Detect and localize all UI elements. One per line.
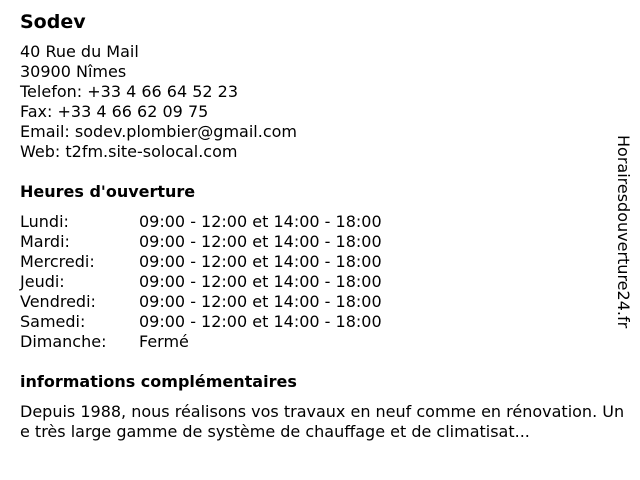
business-card (20, 10, 632, 442)
hours-time: 09:00 - 12:00 et 14:00 - 18:00 (139, 252, 382, 271)
opening-hours-heading: Heures d'ouverture (20, 182, 196, 201)
hours-row-sunday (20, 332, 632, 352)
hours-day: Lundi: (20, 212, 69, 231)
hours-time: 09:00 - 12:00 et 14:00 - 18:00 (139, 292, 382, 311)
hours-row-monday (20, 212, 632, 232)
hours-row-tuesday (20, 232, 632, 252)
hours-row-thursday (20, 272, 632, 292)
hours-day: Mardi: (20, 232, 70, 251)
address-line-2: 30900 Nîmes (20, 62, 127, 81)
hours-time: 09:00 - 12:00 et 14:00 - 18:00 (139, 272, 382, 291)
hours-day: Dimanche: (20, 332, 107, 351)
site-brand-watermark: Horairesdouverture24.fr (614, 135, 633, 329)
hours-time: 09:00 - 12:00 et 14:00 - 18:00 (139, 232, 382, 251)
website-link: Web: t2fm.site-solocal.com (20, 142, 238, 161)
hours-row-saturday (20, 312, 632, 332)
business-name: Sodev (20, 11, 86, 33)
additional-info-heading: informations complémentaires (20, 372, 297, 391)
hours-day: Jeudi: (20, 272, 65, 291)
fax-number: Fax: +33 4 66 62 09 75 (20, 102, 209, 121)
hours-row-wednesday (20, 252, 632, 272)
email-address: Email: sodev.plombier@gmail.com (20, 122, 297, 141)
hours-time: 09:00 - 12:00 et 14:00 - 18:00 (139, 312, 382, 331)
hours-time: 09:00 - 12:00 et 14:00 - 18:00 (139, 212, 382, 231)
hours-day: Samedi: (20, 312, 86, 331)
business-description: Depuis 1988, nous réalisons vos travaux en neuf comme en rénovation. Une très large gamme de système de chauffage et de climatisat... (20, 402, 625, 441)
hours-day: Mercredi: (20, 252, 95, 271)
hours-day: Vendredi: (20, 292, 96, 311)
opening-hours-table (20, 212, 632, 352)
address-line-1: 40 Rue du Mail (20, 42, 139, 61)
hours-row-friday (20, 292, 632, 312)
hours-time: Fermé (139, 332, 189, 351)
phone-number: Telefon: +33 4 66 64 52 23 (20, 82, 239, 101)
